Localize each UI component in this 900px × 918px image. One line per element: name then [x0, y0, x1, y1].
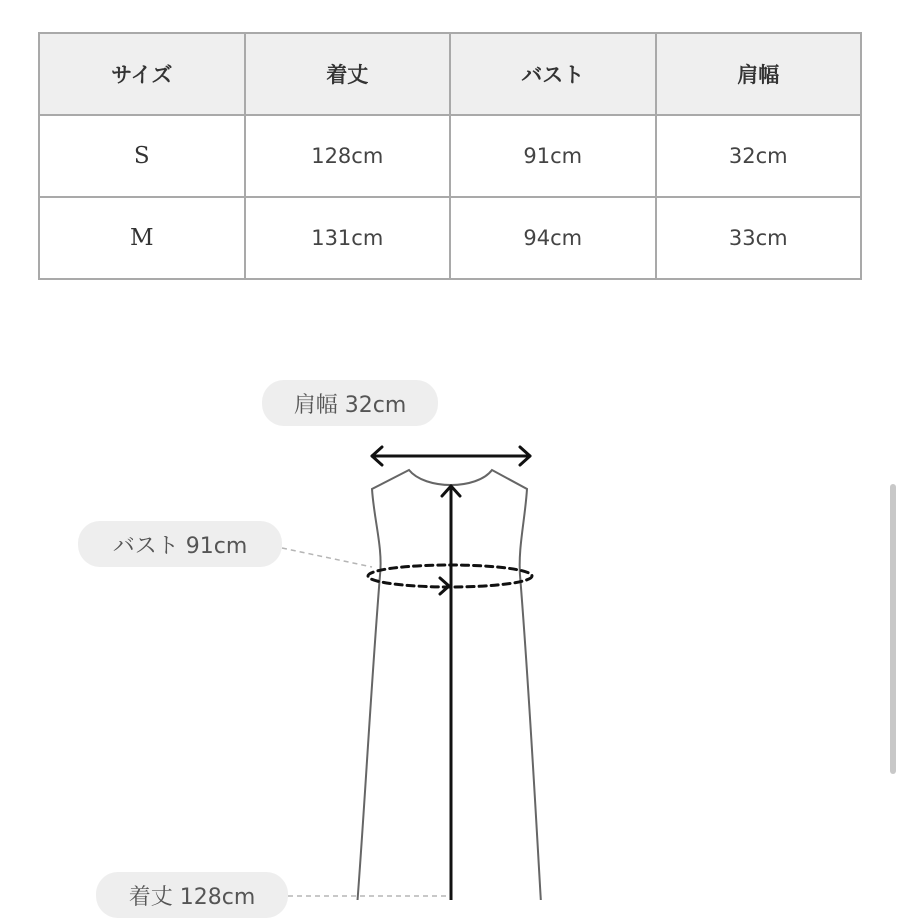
length-measurement-label: 着丈 128cm: [96, 872, 288, 918]
scrollbar[interactable]: [890, 484, 896, 774]
header-bust: バスト: [450, 33, 656, 115]
bust-guide-line: [282, 548, 372, 567]
shoulder-cell: 32cm: [656, 115, 862, 197]
header-size: サイズ: [39, 33, 245, 115]
length-cell: 131cm: [245, 197, 451, 279]
bust-cell: 91cm: [450, 115, 656, 197]
bust-cell: 94cm: [450, 197, 656, 279]
bust-measurement-label: バスト 91cm: [78, 521, 282, 567]
length-cell: 128cm: [245, 115, 451, 197]
shoulder-cell: 33cm: [656, 197, 862, 279]
size-cell: S: [39, 115, 245, 197]
dress-outline: [356, 470, 542, 900]
size-cell: M: [39, 197, 245, 279]
length-arrow-icon: [442, 486, 460, 900]
header-shoulder: 肩幅: [656, 33, 862, 115]
shoulder-measurement-label: 肩幅 32cm: [262, 380, 438, 426]
header-length: 着丈: [245, 33, 451, 115]
shoulder-arrow-icon: [372, 447, 530, 465]
